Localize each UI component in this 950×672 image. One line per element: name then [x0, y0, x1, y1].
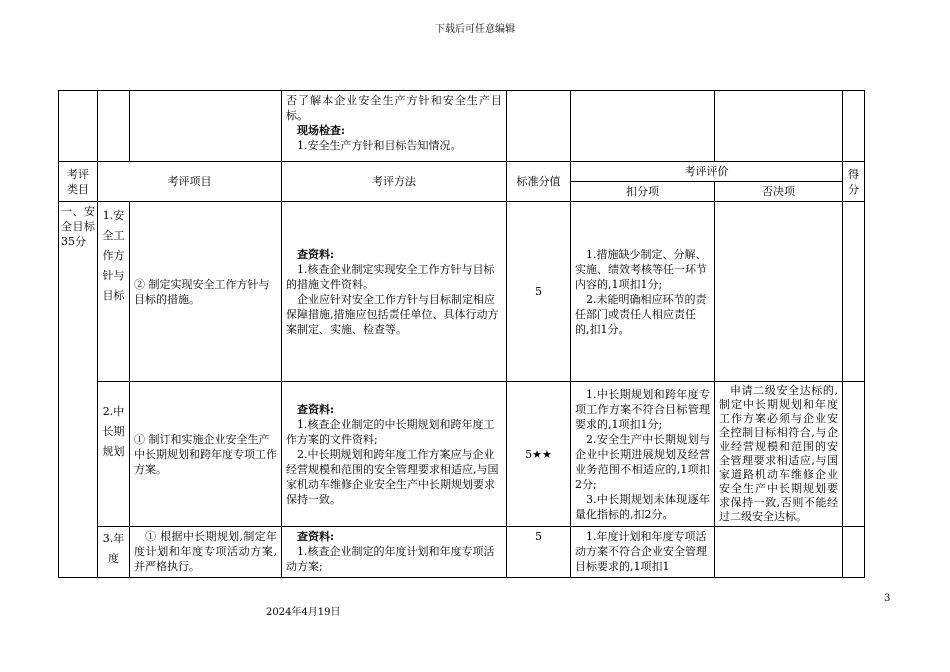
method-line: 1.核查企业制定实现安全工作方针与目标的措施文件资料。	[286, 262, 495, 291]
table-row	[59, 382, 865, 527]
points-cell	[843, 527, 865, 578]
category-cell: 一、安全目标35分	[59, 202, 98, 578]
method-line: 1.核查企业制定的年度计划和年度专项活动方案;	[286, 545, 495, 573]
header-method: 考评方法	[282, 162, 507, 202]
item-cell: ① 制订和实施企业安全生产中长期规划和跨年度专项工作方案。	[130, 382, 282, 527]
method-cell	[282, 382, 507, 527]
cont-method-line: 否了解本企业安全生产方针和安全生产目标。	[286, 94, 502, 122]
header-evaluation: 考评评价	[571, 162, 843, 182]
deduction-line: 2.未能明确相应环节的责任部门或责任人相应责任的,扣1分。	[575, 292, 707, 336]
deduction-line: 1.中长期规划和跨年度专项工作方案不符合目标管理要求的,1项扣1分;	[575, 387, 710, 431]
header-points: 得分	[843, 162, 865, 202]
deduction-cell	[571, 382, 715, 527]
veto-cell	[715, 527, 843, 578]
header-row-1	[59, 162, 865, 182]
cont-method-heading: 现场检查:	[297, 124, 346, 137]
subcategory-cell: 1.安全工作方针与目标	[98, 202, 130, 382]
evaluation-table	[58, 90, 865, 578]
veto-text: 申请二级安全达标的,制定中长期规划和年度工作方案必须与企业安全控制目标相符合,与企业经营规模和范围的安全管理要求相适应,与国家道路机动车维修企业安全生产中长期规划要求保持一致,否则不能经过二级安全达标。	[719, 384, 838, 523]
page-number: 3	[884, 593, 891, 604]
item-cell: ② 制定实现安全工作方针与目标的措施。	[130, 202, 282, 382]
deduction-line: 2.安全生产中长期规划与企业中长期进展规划及经营业务范围不相适应的,1项扣2分;	[575, 432, 710, 491]
table-row	[59, 527, 865, 578]
cont-category-cell	[59, 91, 98, 162]
subcategory-cell: 3.年度	[98, 527, 130, 578]
method-heading: 查资料:	[297, 247, 335, 261]
deduction-line: 实施、绩效考核等任一环节内容的,1项扣1分;	[575, 262, 707, 291]
score-cell: 5	[507, 527, 571, 578]
header-veto: 否决项	[715, 182, 843, 202]
veto-cell	[715, 382, 843, 527]
cont-points-cell	[843, 91, 865, 162]
score-cell: 5	[507, 202, 571, 382]
method-line: 2.中长期规划和跨年度工作方案应与企业经营规模和范围的安全管理要求相适应,与国家机动车维修企业安全生产中长期规划要求保持一致。	[286, 447, 499, 506]
method-heading: 查资料:	[297, 530, 335, 543]
deduction-cell	[571, 527, 715, 578]
cont-method-cell	[282, 91, 507, 162]
method-cell	[282, 527, 507, 578]
subcategory-cell: 2.中长期规划	[98, 382, 130, 527]
points-cell	[843, 202, 865, 382]
deduction-line: 1.年度计划和年度专项活动方案不符合企业安全管理目标要求的,1项扣1	[575, 530, 707, 573]
header-category: 考评类目	[59, 162, 98, 202]
cont-score-cell	[507, 91, 571, 162]
header-note: 下载后可任意编辑	[435, 24, 515, 35]
cont-deduction-cell	[571, 91, 715, 162]
table-row	[59, 202, 865, 382]
deduction-cell	[571, 202, 715, 382]
score-cell: 5★★	[507, 382, 571, 527]
header-score: 标准分值	[507, 162, 571, 202]
deduction-line: 1.措施缺少制定、分解、	[586, 247, 707, 261]
cont-method-line: 1.安全生产方针和目标告知情况。	[297, 139, 462, 152]
method-heading: 查资料:	[297, 402, 335, 416]
deduction-line: 3.中长期规划未体现逐年量化指标的,扣2分。	[575, 492, 710, 521]
cont-subcategory-cell	[98, 91, 130, 162]
header-deduction: 扣分项	[571, 182, 715, 202]
continuation-row	[59, 91, 865, 162]
cont-veto-cell	[715, 91, 843, 162]
veto-cell	[715, 202, 843, 382]
footer-date: 2024年4月19日	[266, 607, 341, 618]
header-item: 考评项目	[98, 162, 282, 202]
method-line: 企业应针对安全工作方针与目标制定相应保障措施,措施应包括责任单位、具体行动方案制定、实施、检查等。	[286, 292, 499, 336]
item-cell: ① 根据中长期规划,制定年度计划和年度专项活动方案,并严格执行。	[130, 527, 282, 578]
points-cell	[843, 382, 865, 527]
method-line: 1.核查企业制定的中长期规划和跨年度工作方案的文件资料;	[286, 417, 495, 446]
cont-item-cell	[130, 91, 282, 162]
method-cell	[282, 202, 507, 382]
